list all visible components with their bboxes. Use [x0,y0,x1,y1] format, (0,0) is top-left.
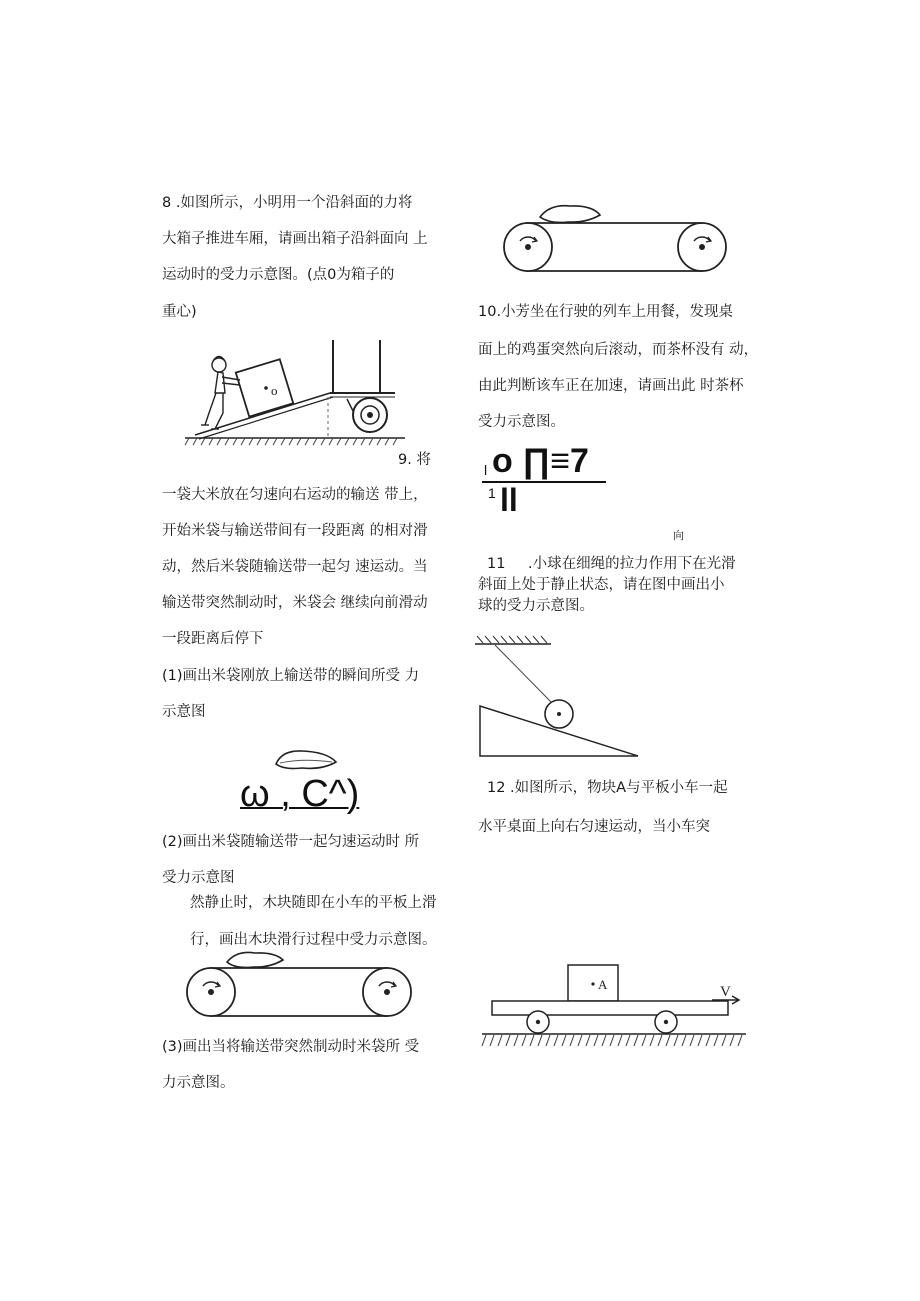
q9-line4: 输送带突然制动时，米袋会 继续向前滑动 [162,595,428,611]
velocity-label: V [720,984,731,1000]
q9-line1: 一袋大米放在匀速向右运动的输送 带上， [162,487,428,503]
q9-sub2-line1: (2)画出米袋随输送带一起匀速运动时 所 [162,834,420,850]
q8-line4: 重心) [162,304,197,320]
q9-line5: 一段距离后停下 [162,631,264,647]
q10-line1: 10.小芳坐在行驶的列车上用餐，发现桌 [478,304,734,320]
q9-sub1-line1: (1)画出米袋刚放上输送带的瞬间所受 力 [162,668,420,684]
q9-line2: 开始米袋与输送带间有一段距离 的相对滑 [162,523,428,539]
q10-garbled-line2: ll [500,482,518,518]
q10-garbled-small-2: 1 [488,485,496,501]
block-label: A [598,977,608,992]
q12-line2: 水平桌面上向右匀速运动，当小车突 [478,819,710,835]
q9-conveyor-belt-figure [185,950,415,1020]
q9-sub3-line1: (3)画出当将输送带突然制动时米袋所 受 [162,1039,420,1055]
q10-conveyor-belt-figure [500,203,730,275]
rice-bag-icon [272,748,342,772]
q9-sub2-line2: 受力示意图 [162,870,235,886]
q10-line2: 面上的鸡蛋突然向后滚动，而茶杯没有 动， [478,342,759,358]
q8-line3: 运动时的受力示意图。(点0为箱子的 [162,267,395,283]
q11-number: 11 [487,556,506,572]
q10-line3: 由此判断该车正在加速，请画出此 时茶杯 [478,378,744,394]
q9-sub1-line2: 示意图 [162,704,206,720]
q10-line4: 受力示意图。 [478,414,565,430]
q11-line1: .小球在细绳的拉力作用下在光滑 [528,556,736,572]
q8-ramp-figure [185,335,405,450]
q12-line1: 12 .如图所示，物块A与平板小车一起 [487,780,728,796]
q11-incline-ball-figure [475,634,645,759]
q12-continued-line1: 然静止时，木块随即在小车的平板上滑 [190,895,437,911]
q9-line3: 动，然后米袋随输送带一起匀 速运动。当 [162,559,428,575]
q9-sub3-line2: 力示意图。 [162,1075,235,1091]
q10-direction-char: 向 [673,529,684,542]
q10-garbled-small-1: l [484,462,488,478]
box-label: o [271,383,278,398]
q11-line3: 球的受力示意图。 [478,598,594,614]
q12-cart-figure [480,960,750,1052]
q8-line2: 大箱子推进车厢，请画出箱子沿斜面向 上 [162,231,428,247]
q8-line1: 8 .如图所示，小明用一个沿斜面的力将 [162,195,413,211]
q11-line2: 斜面上处于静止状态，请在图中画出小 [478,577,725,593]
q10-garbled-line1: o ∏≡7 [492,442,589,480]
q9-garbled-figure-text: ω , C^) [240,773,360,815]
q12-continued-line2: 行，画出木块滑行过程中受力示意图。 [190,932,437,948]
q9-number: 9. 将 [398,452,431,468]
